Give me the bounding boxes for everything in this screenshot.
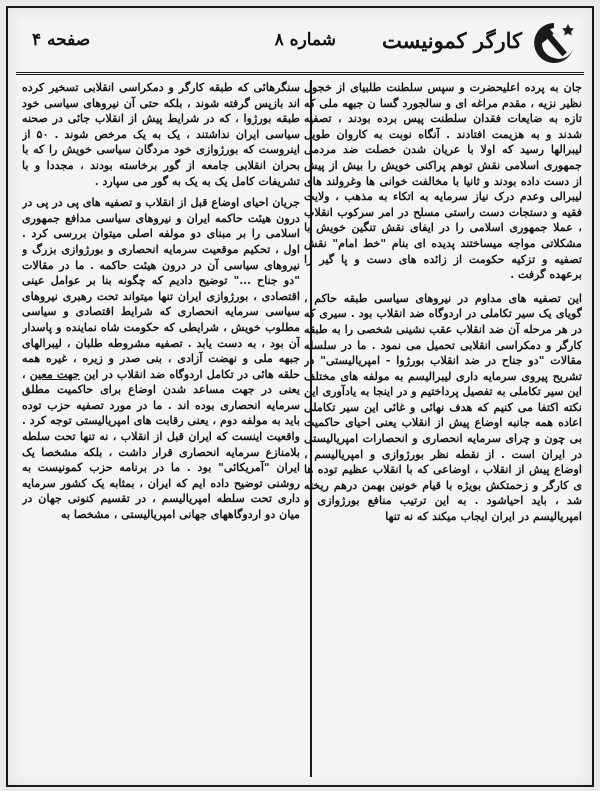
- masthead: [14, 16, 586, 72]
- underlined-phrase: جهت معین: [29, 367, 80, 381]
- paper-name: کارگر کمونیست: [382, 28, 522, 53]
- hammer-sickle-icon: [528, 18, 580, 70]
- left-column: [22, 80, 300, 777]
- right-paragraph-1: جان به پرده اعلیحضرت و سپس سلطنت طلبیای از خجول نظیر نزیه ، مقدم مراغه ای و سالجورد گسا ن جبهه ملی که تازه به ضایعات فقدان سلطنت پیس برده بودند ، تصفیه شدند و به هزیمت افتادند . آنگاه نوبت به کاروان طویل لیبرالها رسید که اولا با عریان شدن خصلت ضد مردمی جمهوری اسلامی نقش توهم پراکنی خویش را بیش از پیش از دست داده بودند و ثانیا با مخالفت خوانی ها وغرولند های لیبرالی وعدم درک نیاز سرمایه به اتکاء به مذهب ، ولایت فقیه و دستجات دست راستی مسلح در امر سرکوب انقلاب ، عملا جمهوری اسلامی را در ایفای نقش تنگین خویش با مشکلاتی مواجه میساختند پدیده ای بنام "خط امام" نقش تصفیه و تزکیه حکومت از زائده های دست و پا گیر را برعهده گرفت .: [304, 81, 582, 282]
- newspaper-page: [6, 6, 594, 787]
- left-paragraph-2-text: جریان احیای اوضاع قبل از انقلاب و تصفیه های پی در پی در درون هیئت حاکمه ایران و نیروهای سیاسی مدافع جمهوری اسلامی را بر مبنای دو مولفه اصلی میتوان بررسی کرد . اول ، تحکیم موقعیت سرمایه انحصاری و بورژوازی بزرگ و نیروهای سیاسی آن در درون هیئت حاکمه . ما در مقالات "دو جناح ..." توضیح دادیم که چگونه بنا بر عوامل عینی اقتصادی ، بورژوازی ایران تنها میتواند تحت رهبری نیروهای سیاسی سرمایه انحصاری که شرایط اقتصادی و سیاسی مطلوب خویش ، شرایطی که حکومت شاه نماینده و پاسدار آن بود ، به دست یابد . تصفیه مشروطه طلبان ، لیبرالهای جبهه ملی و نهضت آزادی ، بنی صدر و زیره ، غیره همه حلقه هائی در تکامل اردوگاه ضد انقلاب در این: [22, 196, 300, 381]
- issue-number: شماره ۸: [274, 30, 336, 50]
- left-paragraph-2-continued: ، یعنی در جهت مساعد شدن اوضاع برای حاکمیت مطلق سرمایه انحصاری بوده اند . ما در مورد تصفیه حزب توده باید به مولفه دوم ، یعنی رقابت های امپریالیستی توجه کرد . واقعیت اینست که ایران قبل از انقلاب ، نه تنها تحت سلطه بلامنازع سرمایه انحصاری قرار داشت ، بلکه مشخصا یک ایران "آمریکائی" بود . ما در برنامه حزب کمونیست به روشنی توضیح داده ایم که ایران ، بمثابه یک کشور سرمایه داری تحت سلطه امپریالیسم ، در تقسیم کنونی جهان در میان دو اردوگاههای جهانی امپریالیستی ، مشخصا به: [22, 367, 300, 522]
- masthead-rule: [16, 72, 584, 75]
- right-paragraph-2: این تصفیه های مداوم در نیروهای سیاسی طبقه حاکم ، گویای یک سیر تکاملی در اردوگاه ضد انقلاب بود . سیری که در هر مرحله آن ضد انقلاب عقب نشینی شخصی را به طبقه کارگر و دمکراسی انقلابی تحمیل می نمود . ما در سلسله مقالات "دو جناح در ضد انقلاب بورژوا - امپریالیستی" در تشریح پیروی سرمایه داری لیبرالیسم به مولفه های مختلف این سیر تکاملی به تفصیل پرداختیم و در اینجا به یادآوری این نکته اکتفا می کنیم که هدف نهائی و غائی این سیر تکاملی اعاده همه جانبه اوضاع پیش از انقلاب یعنی احیای حاکمیت بی چون و چرای سرمایه انحصاری و انحصارات امپریالیستی در ایران است . از نقطه نظر بورژوازی و امپریالیسم ، اوضاع پیش از انقلاب ، اوضاعی که با انقلاب عظیم توده ها ی کارگر و زحمتکش بویژه با قیام خونین بهمن درهم ریخته شد ، باید احیاشود . به این ترتیب منافع بورژوازی و امپریالیسم در ایران ایجاب میکند که نه تنها: [304, 291, 582, 524]
- left-paragraph-2: [22, 195, 300, 522]
- left-paragraph-1: سنگرهائی که طبقه کارگر و دمکراسی انقلابی تسخیر کرده اند بازپس گرفته شوند ، بلکه حتی آن نیروهای سیاسی خود طبقه بورژوا ، که در شرایط پیش از انقلاب جائی در صحنه سیاسی ایران نداشتند ، یک به یک مرخص شوند . ۵۰ از اینروست که بورژوازی خود مردگان سیاسی خویش را که با بحران انقلابی جامعه از گور برخاسته بودند ، مجددا و با تشریفات کامل یک به یک به گور می سپارد .: [22, 81, 300, 188]
- article-body: [18, 80, 582, 777]
- right-column: [304, 80, 582, 777]
- page-number: صفحه ۴: [32, 30, 91, 50]
